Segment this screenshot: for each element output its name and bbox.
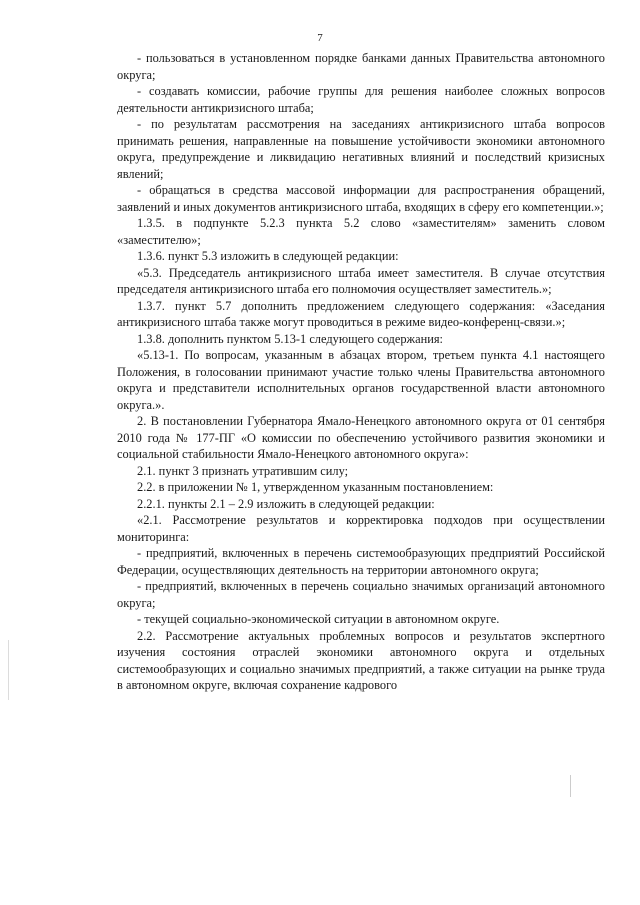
paragraph-17: - предприятий, включенных в перечень социально значимых организаций автономного округа; <box>117 579 605 610</box>
paragraph-6: 1.3.6. пункт 5.3 изложить в следующей редакции: <box>137 249 399 263</box>
document-body <box>117 50 605 694</box>
paragraph-14: 2.2.1. пункты 2.1 – 2.9 изложить в следующей редакции: <box>137 496 435 511</box>
scan-edge-mark-left <box>8 640 9 700</box>
paragraph-11: 2. В постановлении Губернатора Ямало-Ненецкого автономного округа от 01 сентября 2010 года № 177-ПГ «О комиссии по обеспечению устойчивого развития экономики и социальной стабильности Ямало-Ненецкого автономного округа»: <box>117 414 605 461</box>
paragraph-13: 2.2. в приложении № 1, утвержденном указанным постановлением: <box>137 480 494 494</box>
paragraph-2: - создавать комиссии, рабочие группы для решения наиболее сложных вопросов деятельности антикризисного штаба; <box>117 84 605 115</box>
paragraph-15: «2.1. Рассмотрение результатов и корректировка подходов при осуществлении мониторинга: <box>117 513 605 544</box>
paragraph-3: - по результатам рассмотрения на заседаниях антикризисного штаба вопросов принимать решения, направленные на повышение устойчивости экономики автономного округа, предупреждение и ликвидацию негативных влияний и последствий кризисных явлений; <box>117 117 605 181</box>
paragraph-12: 2.1. пункт 3 признать утратившим силу; <box>137 463 349 478</box>
paragraph-5: 1.3.5. в подпункте 5.2.3 пункта 5.2 слово «заместителям» заменить словом «заместителю»; <box>117 216 605 247</box>
paragraph-9: 1.3.8. дополнить пунктом 5.13-1 следующего содержания: <box>137 331 443 346</box>
page-number: 7 <box>317 32 323 44</box>
paragraph-7: «5.3. Председатель антикризисного штаба имеет заместителя. В случае отсутствия председателя антикризисного штаба его полномочия осуществляет заместитель.»; <box>117 265 605 296</box>
paragraph-4: - обращаться в средства массовой информации для распространения обращений, заявлений и иных документов антикризисного штаба, входящих в сферу его компетенции.»; <box>117 183 605 214</box>
paragraph-8: 1.3.7. пункт 5.7 дополнить предложением следующего содержания: «Заседания антикризисного штаба также могут проводиться в режиме видео-конференц-связи.»; <box>117 298 605 329</box>
paragraph-19: 2.2. Рассмотрение актуальных проблемных вопросов и результатов экспертного изучения состояния отраслей экономики автономного округа и отдельных системообразующих и социально значимых предприятий, а также ситуации на рынке труда в автономном округе, включая сохранение кадрового <box>117 628 605 692</box>
scan-edge-mark-right <box>570 775 571 797</box>
paragraph-16: - предприятий, включенных в перечень системообразующих предприятий Российской Федерации, осуществляющих деятельность на территории автономного округа; <box>117 546 605 577</box>
paragraph-1: - пользоваться в установленном порядке банками данных Правительства автономного округа; <box>117 51 605 82</box>
paragraph-10: «5.13-1. По вопросам, указанным в абзацах втором, третьем пункта 4.1 настоящего Положения, в голосовании принимают участие только члены Правительства автономного округа и представители исполнительных органов государственной власти автономного округа.». <box>117 348 605 412</box>
paragraph-18: - текущей социально-экономической ситуации в автономном округе. <box>137 612 500 626</box>
